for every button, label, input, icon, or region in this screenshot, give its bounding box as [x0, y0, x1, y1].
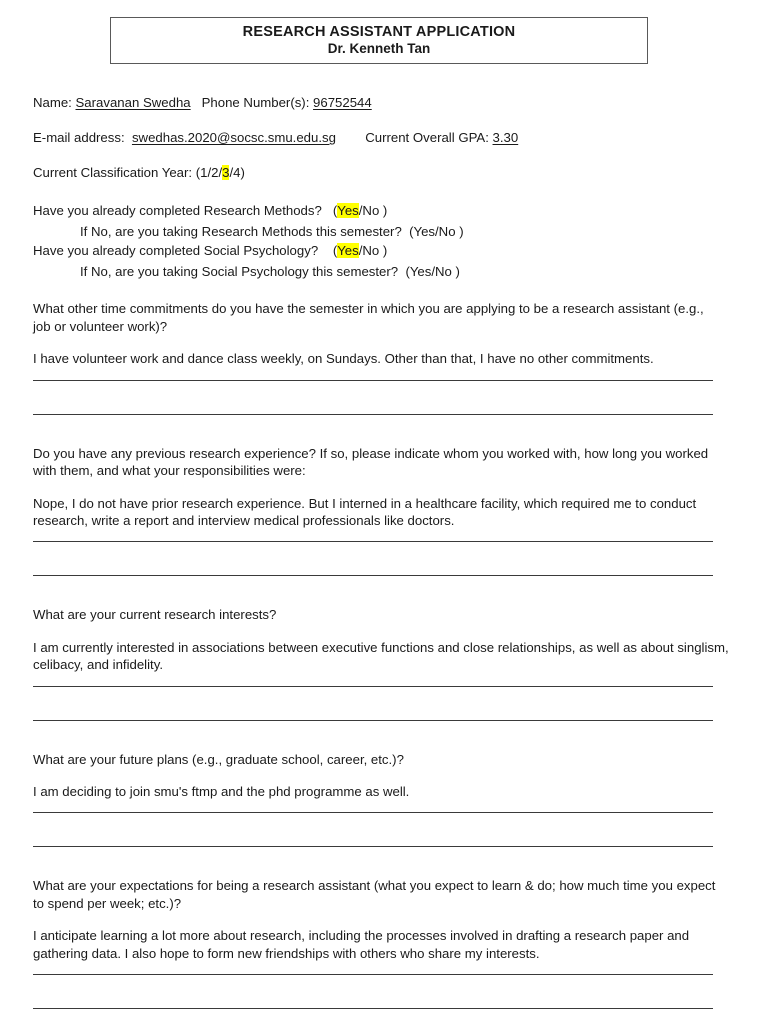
research-methods-subquestion: If No, are you taking Research Methods this semester? (Yes/No )	[80, 223, 464, 239]
time-commitments-question: What other time commitments do you have the semester in which you are applying to be a research assistant (e.g., job or volunteer work)?	[33, 301, 704, 334]
research-methods-answer-rest[interactable]: /No )	[358, 202, 388, 218]
classification-year-row	[33, 166, 735, 179]
future-plans-answer[interactable]: I am deciding to join smu's ftmp and the phd programme as well.	[33, 784, 410, 800]
classification-selected-year[interactable]: 3	[222, 165, 230, 181]
section-previous-experience	[33, 445, 735, 577]
gpa-label: Current Overall GPA:	[365, 130, 489, 146]
page-title: RESEARCH ASSISTANT APPLICATION	[242, 24, 516, 40]
classification-open-paren: (1/2/	[195, 165, 223, 181]
page-subtitle: Dr. Kenneth Tan	[327, 41, 431, 57]
time-commitments-answer[interactable]: I have volunteer work and dance class weekly, on Sundays. Other than that, I have no other commitments.	[33, 351, 654, 367]
future-plans-question: What are your future plans (e.g., graduate school, career, etc.)?	[33, 751, 404, 767]
gpa-value[interactable]: 3.30	[492, 130, 519, 146]
previous-experience-answer[interactable]: Nope, I do not have prior research experience. But I interned in a healthcare facility, which required me to conduct research, write a report and interview medical professionals like doctors.	[33, 495, 697, 528]
answer-rule-line	[33, 720, 713, 721]
form-content	[33, 88, 735, 1009]
expectations-answer[interactable]: I anticipate learning a lot more about research, including the processes involved in drafting a research paper and gathering data. I also hope to form new friendships with others who share my interests.	[33, 928, 690, 961]
research-methods-open-paren: (	[332, 202, 338, 218]
social-psychology-answer-yes[interactable]: Yes	[337, 243, 359, 259]
research-interests-rules	[33, 686, 735, 721]
answer-rule-line	[33, 1008, 713, 1009]
research-methods-question-row	[33, 204, 735, 217]
research-methods-answer-yes[interactable]: Yes	[337, 202, 359, 218]
phone-value[interactable]: 96752544	[313, 95, 372, 110]
time-commitments-rules	[33, 380, 735, 415]
email-label: E-mail address:	[33, 130, 125, 146]
previous-experience-question: Do you have any previous research experience? If so, please indicate whom you worked with, how long you worked with them, and what your responsibilities were:	[33, 445, 709, 479]
previous-experience-rules	[33, 541, 735, 576]
answer-rule-line	[33, 846, 713, 847]
social-psychology-subquestion: If No, are you taking Social Psychology this semester? (Yes/No )	[80, 264, 460, 280]
section-time-commitments	[33, 300, 735, 414]
social-psychology-question: Have you already completed Social Psychology?	[33, 243, 319, 259]
expectations-question: What are your expectations for being a research assistant (what you expect to learn & do; how much time you expect to spend per week; etc.)?	[33, 878, 716, 911]
document-header-box	[110, 17, 648, 64]
answer-rule-line	[33, 686, 713, 687]
phone-label: Phone Number(s):	[201, 95, 310, 110]
answer-rule-line	[33, 812, 713, 813]
future-plans-rules	[33, 812, 735, 847]
social-psychology-answer-rest[interactable]: /No )	[358, 243, 388, 259]
research-interests-question: What are your current research interests?	[33, 607, 277, 623]
social-psychology-open-paren: (	[332, 243, 338, 259]
social-psychology-question-row	[33, 244, 735, 257]
answer-rule-line	[33, 414, 713, 415]
research-interests-answer[interactable]: I am currently interested in associations between executive functions and close relationships, as well as about singlism, celibacy, and infidelity.	[33, 639, 729, 673]
classification-close-paren: /4)	[229, 165, 245, 181]
research-methods-question: Have you already completed Research Methods?	[33, 202, 322, 218]
section-expectations	[33, 877, 735, 1009]
name-value[interactable]: Saravanan Swedha	[75, 95, 191, 110]
name-phone-row	[33, 96, 735, 109]
classification-label: Current Classification Year:	[33, 165, 193, 181]
email-value[interactable]: swedhas.2020@socsc.smu.edu.sg	[131, 130, 336, 146]
answer-rule-line	[33, 380, 713, 381]
answer-rule-line	[33, 974, 713, 975]
expectations-rules	[33, 974, 735, 1009]
section-research-interests	[33, 606, 735, 720]
answer-rule-line	[33, 575, 713, 576]
name-label: Name:	[33, 95, 72, 110]
section-future-plans	[33, 751, 735, 848]
answer-rule-line	[33, 541, 713, 542]
email-gpa-row	[33, 131, 735, 144]
